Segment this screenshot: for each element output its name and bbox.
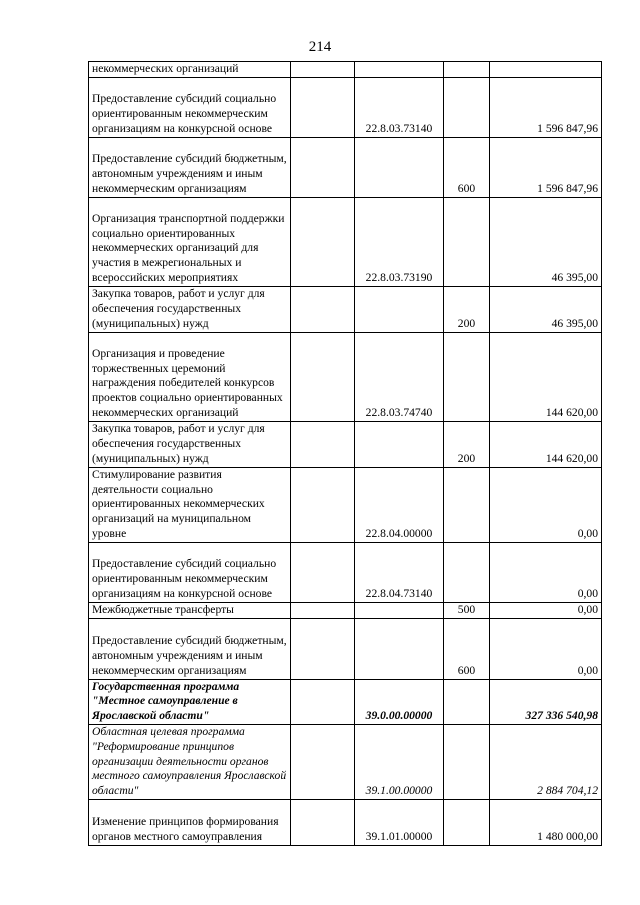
row-type-cell [444, 197, 490, 286]
row-code-cell [355, 62, 444, 78]
row-type-cell [444, 542, 490, 602]
row-code-cell: 22.8.03.73140 [355, 77, 444, 137]
row-empty-cell [291, 679, 355, 724]
row-name-cell: Предоставление субсидий социально ориентированным некоммерческим организациям на конкурсной основе [89, 77, 291, 137]
row-empty-cell [291, 542, 355, 602]
row-empty-cell [291, 62, 355, 78]
row-sum-cell: 0,00 [490, 467, 602, 542]
row-name-cell: Стимулирование развития деятельности социально ориентированных некоммерческих организаций на муниципальном уровне [89, 467, 291, 542]
row-sum-cell: 0,00 [490, 542, 602, 602]
row-type-cell [444, 467, 490, 542]
row-empty-cell [291, 799, 355, 845]
row-name-cell: Предоставление субсидий бюджетным, автономным учреждениям и иным некоммерческим организациям [89, 618, 291, 679]
table-row [89, 62, 602, 78]
row-code-cell: 39.0.00.00000 [355, 679, 444, 724]
row-sum-cell [490, 62, 602, 78]
row-type-cell [444, 679, 490, 724]
row-sum-cell: 1 596 847,96 [490, 77, 602, 137]
table-row [89, 602, 602, 618]
budget-table-body [89, 62, 602, 846]
budget-table [88, 61, 602, 846]
row-type-cell: 600 [444, 137, 490, 197]
row-empty-cell [291, 467, 355, 542]
row-type-cell: 200 [444, 286, 490, 332]
row-name-cell: некоммерческих организаций [89, 62, 291, 78]
row-code-cell: 22.8.03.73190 [355, 197, 444, 286]
row-code-cell [355, 602, 444, 618]
row-empty-cell [291, 421, 355, 467]
row-name-cell: Предоставление субсидий бюджетным, автономным учреждениям и иным некоммерческим организациям [89, 137, 291, 197]
row-empty-cell [291, 77, 355, 137]
row-type-cell [444, 799, 490, 845]
row-sum-cell: 144 620,00 [490, 421, 602, 467]
row-sum-cell: 46 395,00 [490, 197, 602, 286]
row-type-cell [444, 62, 490, 78]
row-code-cell [355, 421, 444, 467]
table-row [89, 542, 602, 602]
row-name-cell: Организация транспортной поддержки социально ориентированных некоммерческих организаций для участия в межрегиональных и всероссийских мероприятиях [89, 197, 291, 286]
row-sum-cell: 46 395,00 [490, 286, 602, 332]
row-empty-cell [291, 724, 355, 799]
row-empty-cell [291, 286, 355, 332]
row-name-cell: Государственная программа "Местное самоуправление в Ярославской области" [89, 679, 291, 724]
row-empty-cell [291, 618, 355, 679]
row-code-cell: 22.8.03.74740 [355, 332, 444, 421]
table-row [89, 137, 602, 197]
row-name-cell: Межбюджетные трансферты [89, 602, 291, 618]
row-name-cell: Изменение принципов формирования органов местного самоуправления [89, 799, 291, 845]
table-row [89, 724, 602, 799]
row-type-cell: 200 [444, 421, 490, 467]
table-row [89, 421, 602, 467]
table-row [89, 286, 602, 332]
row-empty-cell [291, 602, 355, 618]
row-sum-cell: 2 884 704,12 [490, 724, 602, 799]
row-sum-cell: 144 620,00 [490, 332, 602, 421]
table-row [89, 197, 602, 286]
row-sum-cell: 1 596 847,96 [490, 137, 602, 197]
page-number: 214 [308, 39, 332, 55]
table-row [89, 77, 602, 137]
row-sum-cell: 327 336 540,98 [490, 679, 602, 724]
row-name-cell: Областная целевая программа "Реформирование принципов организации деятельности органов местного самоуправления Ярославской области" [89, 724, 291, 799]
row-code-cell: 22.8.04.73140 [355, 542, 444, 602]
row-code-cell [355, 137, 444, 197]
row-code-cell: 22.8.04.00000 [355, 467, 444, 542]
row-type-cell: 600 [444, 618, 490, 679]
table-row [89, 799, 602, 845]
row-sum-cell: 0,00 [490, 618, 602, 679]
table-row [89, 679, 602, 724]
row-empty-cell [291, 332, 355, 421]
row-empty-cell [291, 197, 355, 286]
row-code-cell: 39.1.01.00000 [355, 799, 444, 845]
row-code-cell [355, 618, 444, 679]
row-empty-cell [291, 137, 355, 197]
row-name-cell: Закупка товаров, работ и услуг для обеспечения государственных (муниципальных) нужд [89, 286, 291, 332]
row-sum-cell: 1 480 000,00 [490, 799, 602, 845]
row-type-cell [444, 77, 490, 137]
row-code-cell: 39.1.00.00000 [355, 724, 444, 799]
row-type-cell [444, 724, 490, 799]
row-name-cell: Закупка товаров, работ и услуг для обеспечения государственных (муниципальных) нужд [89, 421, 291, 467]
table-row [89, 467, 602, 542]
row-type-cell [444, 332, 490, 421]
table-row [89, 618, 602, 679]
row-sum-cell: 0,00 [490, 602, 602, 618]
row-code-cell [355, 286, 444, 332]
row-type-cell: 500 [444, 602, 490, 618]
row-name-cell: Организация и проведение торжественных церемоний награждения победителей конкурсов проектов социально ориентированных некоммерческих организаций [89, 332, 291, 421]
row-name-cell: Предоставление субсидий социально ориентированным некоммерческим организациям на конкурсной основе [89, 542, 291, 602]
table-row [89, 332, 602, 421]
